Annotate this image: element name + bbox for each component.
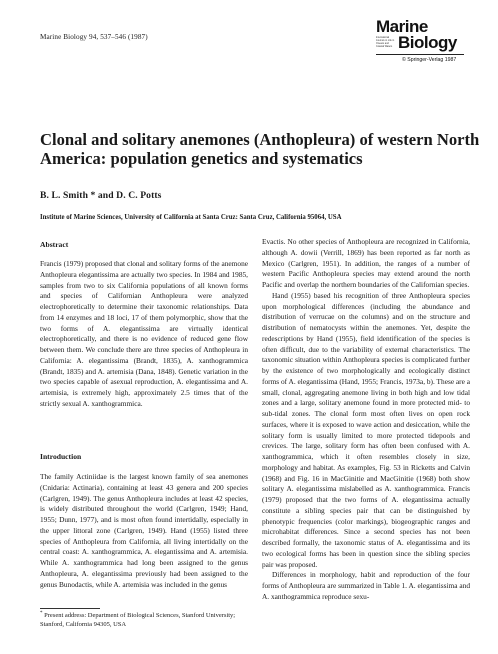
footnote-rule (40, 608, 100, 609)
logo-word-biology: Biology (398, 33, 457, 52)
abstract-text (40, 259, 248, 410)
footnote-mark: * (40, 610, 43, 616)
right-paragraph-1: Evactis. No other species of Anthopleura are recognized in California, although A. dowii (Verrill, 1869) has been reported as far north as Mexico (Carlgren, 1951). In addition, the ranges of a number of western Pacific Anthopleura species may extend around the north Pacific and overlap the northern boundaries of the Californian species. (262, 237, 470, 289)
abstract-heading: Abstract (40, 240, 69, 249)
introduction-paragraph: The family Actiniidae is the largest known family of sea anemones (Cnidaria: Actinaria), containing at least 43 genera and 200 species (Carlgren, 1949). The genus Anthopleura includes at least 42 species, is widely distributed throughout the world (Carlgren, 1949; Hand, 1955; Dunn, 1977), and is most often found intertidally, especially in the upper littoral zone (Carlgren, 1949). Hand (1955) listed three species of Anthopleura from California, all living intertidally on the central coast: A. xanthogrammica, A. elegantissima and A. artemisia. While A. xanthogrammica had long been assigned to the genus Anthopleura, A. elegantissima previously had been assigned to the genus Bunodactis, while A. artemisia was included in the genus (40, 472, 248, 589)
logo-word-marine: Marine (376, 17, 428, 36)
footnote-text: Present address: Department of Biological Sciences, Stanford University; Stanford, California 94305, USA (40, 612, 236, 628)
logo-copyright: © Springer-Verlag 1987 (402, 57, 457, 63)
article-authors: B. L. Smith * and D. C. Potts (40, 190, 162, 201)
right-column-text (262, 237, 470, 603)
abstract-paragraph: Francis (1979) proposed that clonal and solitary forms of the anemone Anthopleura elegantissima are actually two species. In 1984 and 1985, samples from two to six California populations of all known forms and species of Californian Anthopleura were analyzed electrophoretically to determine their taxonomic relationships. Data from 14 enzymes and 18 loci, 17 of them polymorphic, show that the two forms of A. elegantissima are virtually identical electrophoretically, and there is no evidence of reduced gene flow between them. We conclude there are three species of Anthopleura in California: A. elegantissima (Brandt, 1835), A. xanthogrammica (Brandt, 1835) and A. artemisia (Dana, 1848). Genetic variation in the two species capable of asexual reproduction, A. elegantissima and A. artemisia, is extremely high, approximately 2.5 times that of the strictly sexual A. xanthogrammica. (40, 259, 248, 408)
author-affiliation: Institute of Marine Sciences, University of California at Santa Cruz: Santa Cruz, California 95064, USA (40, 214, 342, 221)
right-paragraph-3: Differences in morphology, habit and reproduction of the four forms of Anthopleura are summarized in Table 1. A. elegantissima and A. xanthogrammica reproduce sexu- (262, 570, 470, 601)
journal-logo (376, 18, 466, 74)
right-paragraph-2: Hand (1955) based his recognition of three Anthopleura species upon morphological differences (including the abundance and distribution of verrucae on the columns) and on the structure and distribution of nematocysts within the anemones. Yet, despite the redescriptions by Hand (1955), field identification of the species is often difficult, due to the variability of external characteristics. The taxonomic situation within Anthopleura species is complicated further by the existence of two morphologically and ecologically distinct forms of A. elegantissima (Hand, 1955; Francis, 1973a, b). These are a small, clonal, aggregating anemone living in both high and low tidal zones and a large, solitary anemone found in more protected mid- to sub-tidal zones. The clonal form most often lives on open rock surfaces, where it is exposed to wave action and desiccation, while the solitary form is usually limited to more protected tidepools and crevices. The large, solitary form has often been confused with A. xanthogrammica, which it often resembles closely in size, morphology and habitat. As examples, Fig. 53 in Ricketts and Calvin (1968) and Fig. 16 in MacGinitie and MacGinitie (1968) both show solitary A. elegantissima mislabelled as A. xanthogrammica. Francis (1979) proposed that the two forms of A. elegantissima actually constitute a sibling species pair that can be distinguished by phenotypic frequencies (color markings), biogeographic ranges and microhabitat differences. Since a second species has not been described formally, the taxonomic status of A. elegantissima and its two ecological forms has been in question since the sibling species pair was proposed. (262, 290, 470, 569)
running-head: Marine Biology 94, 537–546 (1987) (40, 33, 148, 41)
introduction-text (40, 472, 248, 590)
logo-small-print: International Journal on Life in Oceans and Coastal Waters (376, 36, 395, 48)
article-title: Clonal and solitary anemones (Anthopleura) of western North America: population genetics and systematics (40, 130, 480, 168)
introduction-heading: Introduction (40, 452, 82, 461)
logo-rule (376, 54, 464, 55)
footnote (40, 611, 248, 629)
